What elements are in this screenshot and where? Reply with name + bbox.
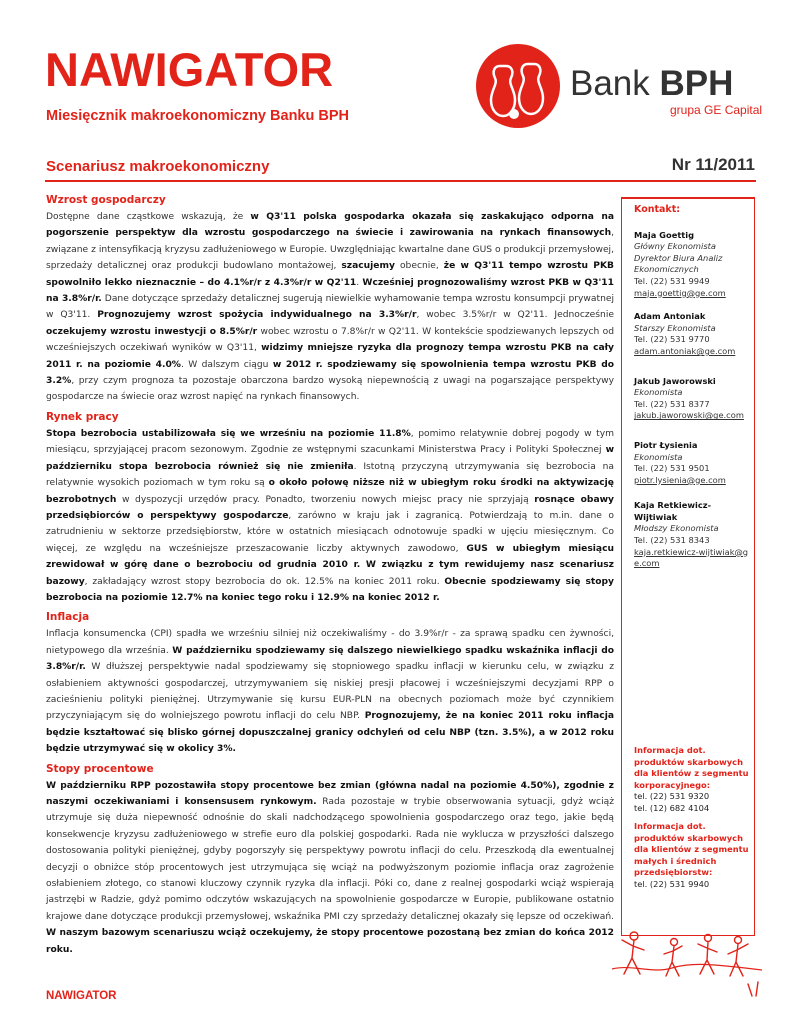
contact-card	[634, 376, 752, 422]
contact-phone: Tel. (22) 531 9501	[634, 463, 710, 474]
dancing-figures-illustration-icon	[612, 924, 762, 999]
bph-bowling-pins-logo-icon	[470, 38, 570, 133]
contact-role: Główny Ekonomista	[634, 241, 716, 252]
paragraph-rates: W październiku RPP pozostawiła stopy procentowe bez zmian (główna nadal na poziomie 4.50%), zgodnie z naszymi oczekiwaniami i konsensusem rynkowym. Rada pozostaje w trybie obserwowania sytuacji, gdyż wciąż utrzymuje się duża niepewność odnośnie do skali nadchodzącego spowolnienia gospodarczego oraz tego, jakie będą konsekwencje kryzysu zadłużeniowego w strefie euro dla polskiej gospodarki. Rada nie wyklucza w przyszłości dalszego dostosowania polityki pieniężnej, gdyby pogorszyły się perspektywy powrotu inflacji do celu. Przeszkodą dla ewentualnej decyzji o obniżce stóp procentowych jest utrzymująca się wciąż na podwyższonym poziomie inflacja oraz zagrożenie osłabieniem złotego, co stanowi kluczowy czynnik ryzyka dla inflacji. Póki co, dane z realnej gospodarki wciąż wspierają jastrzębi w Radzie, gdyż pomimo odczytów wskazujących na spowolnienie gospodarcze w Europie, publikowane ostatnio krajowe dane dotyczące produkcji przemysłowej, wskaźnika PMI czy sprzedaży detalicznej okazały się lepsze od oczekiwań. W naszym bazowym scenariuszu wciąż oczekujemy, że stopy procentowe pozostaną bez zmian do końca 2012 roku.	[46, 780, 614, 955]
contact-card	[634, 440, 752, 486]
contact-role-secondary: Dyrektor Biura Analiz Ekonomicznych	[634, 252, 723, 275]
heading-growth: Wzrost gospodarczy	[46, 194, 166, 206]
contact-phone: Tel. (22) 531 9949	[634, 275, 710, 286]
contact-name: Kaja Retkiewicz-Wijtiwiak	[634, 500, 712, 522]
bank-group: grupa GE Capital	[670, 103, 763, 117]
contact-name: Piotr Łysienia	[634, 439, 698, 450]
contact-card	[634, 500, 752, 570]
bank-name: Bank BPH	[570, 64, 734, 103]
contact-heading: Kontakt:	[634, 204, 681, 215]
contact-role: Ekonomista	[634, 451, 683, 462]
info-corporate-phone-2: tel. (12) 682 4104	[634, 802, 710, 813]
info-corporate	[634, 745, 756, 815]
contact-sidebar	[621, 197, 755, 936]
paragraph-inflation: Inflacja konsumencka (CPI) spadła we wrześniu silniej niż oczekiwaliśmy - do 3.9%r/r - za sprawą spadku cen żywności, nietypowego dla września. W październiku spodziewamy się dalszego niewielkiego spadku wskaźnika inflacji do 3.8%r/r. W dłuższej perspektywie nadal spodziewamy się stopniowego spadku inflacji w kierunku celu, w związku z osłabieniem aktywności gospodarczej, utrzymywaniem się niskiej presji płacowej i wcześniejszymi decyzjami RPP o zacieśnieniu polityki pieniężnej. Utrzymywanie się kursu EUR-PLN na obecnych poziomach może być czynnikiem przyczyniającym się do wolniejszego powrotu inflacji do celu NBP. Prognozujemy, że na koniec 2011 roku inflacja będzie kształtować się blisko górnej dopuszczalnej granicy odchyleń od celu NBP (tzn. 3.5%), a w 2012 roku będzie utrzymywać się w okolicy 3%.	[46, 629, 614, 755]
section-title: Scenariusz makroekonomiczny	[46, 158, 270, 175]
info-sme-phone: tel. (22) 531 9940	[634, 878, 710, 889]
issue-number: Nr 11/2011	[671, 155, 755, 174]
contact-role: Młodszy Ekonomista	[634, 523, 719, 534]
heading-rates: Stopy procentowe	[46, 762, 154, 775]
heading-labor: Rynek pracy	[46, 410, 119, 423]
contact-email-link[interactable]: jakub.jaworowski@ge.com	[634, 410, 744, 421]
contact-email-link[interactable]: piotr.lysienia@ge.com	[634, 474, 726, 485]
info-sme	[634, 821, 756, 891]
contact-list	[634, 204, 752, 582]
footer-label: NAWIGATOR	[46, 990, 117, 1002]
info-corporate-phone: tel. (22) 531 9320	[634, 791, 710, 802]
contact-card	[634, 311, 752, 357]
heading-inflation: Inflacja	[46, 611, 90, 624]
contact-card	[634, 230, 752, 300]
contact-name: Jakub Jaworowski	[634, 375, 716, 386]
contact-name: Adam Antoniak	[634, 311, 706, 322]
contact-email-link[interactable]: adam.antoniak@ge.com	[634, 345, 736, 356]
contact-phone: Tel. (22) 531 9770	[634, 334, 710, 345]
contact-email-link[interactable]: kaja.retkiewicz-wijtiwiak@ge.com	[634, 546, 749, 569]
newsletter-title: NAWIGATOR	[45, 43, 334, 96]
contact-email-link[interactable]: maja.goettig@ge.com	[634, 287, 726, 298]
contact-phone: Tel. (22) 531 8377	[634, 398, 710, 409]
contact-phone: Tel. (22) 531 8343	[634, 535, 710, 546]
contact-role: Ekonomista	[634, 387, 683, 398]
paragraph-growth: Dostępne dane cząstkowe wskazują, że w Q3'11 polska gospodarka okazała się zaskakująco odporna na pogorszenie perspektyw dla wzrostu gospodarczego na świecie i zawirowania na rynkach finansowych, związane z intensyfikacją kryzysu zadłużeniowego w Europie. Uwzględniając kwartalne dane GUS o produkcji przemysłowej, sprzedaży detalicznej oraz produkcji budowlano montażowej, szacujemy obecnie, że w Q3'11 tempo wzrostu PKB spowolniło lekko nieznacznie – do 4.1%r/r z 4.3%r/r w Q2'11. Wcześniej prognozowaliśmy wzrost PKB w Q3'11 na 3.8%r/r. Dane dotyczące sprzedaży detalicznej sugerują niewielkie wyhamowanie tempa wzrostu konsumpcji prywatnej w Q3'11. Prognozujemy wzrost spożycia indywidualnego na 3.3%r/r, wobec 3.5%r/r w Q2'11. Jednocześnie oczekujemy wzrostu inwestycji o 8.5%r/r wobec wzrostu o 7.8%r/r w Q2'11. W kontekście spodziewanych lepszych od wcześniejszych oczekiwań wyników w Q3'11, widzimy mniejsze ryzyka dla prognozy tempa wzrostu PKB na cały 2011 r. na poziomie 4.0%. W dalszym ciągu w 2012 r. spodziewamy się spowolnienia tempa wzrostu PKB do 3.2%, przy czym prognoza ta pozostaje obarczona bardzo wysoką niepewnością z uwagi na pogarszające perspektywy gospodarcze na świecie oraz wzrost napięć na rynkach finansowych.	[46, 212, 615, 403]
paragraph-labor: Stopa bezrobocia ustabilizowała się we wrześniu na poziomie 11.8%, pomimo relatywnie dobrej pogody w tym miesiącu, sprzyjającej pracom sezonowym. Zgodnie ze wstępnymi szacunkami Ministerstwa Pracy i Polityki Społecznej w październiku stopa bezrobocia również się nie zmieniła. Istotną przyczyną utrzymywania się bezrobocia na relatywnie wysokich poziomach w tym roku są o około połowę niższe niż w ubiegłym roku środki na aktywizację bezrobotnych w dyspozycji urzędów pracy. Ponadto, tworzeniu nowych miejsc pracy nie sprzyjają rosnące obawy przedsiębiorców o perspektywy gospodarcze, zarówno w kraju jak i zagranicą. Potwierdzają to m.in. dane o zatrudnieniu w sektorze przedsiębiorstw, które w ostatnich miesiącach odnotowuje spadki w ujęciu miesięcznym. Co więcej, ze względu na wcześniejsze przeszacowanie liczby aktywnych zawodowo, GUS w ubiegłym miesiącu zrewidował w górę dane o bezrobociu od grudnia 2010 r. W związku z tym rewidujemy nasz scenariusz bazowy, zakładający wzrost stopy bezrobocia do ok. 12.5% na koniec 2011 roku. Obecnie spodziewamy się stopy bezrobocia na poziomie 12.7% na koniec tego roku i 12.9% na koniec 2012 r.	[46, 428, 614, 603]
newsletter-subtitle: Miesięcznik makroekonomiczny Banku BPH	[46, 108, 349, 124]
info-sme-heading: Informacja dot. produktów skarbowych dla klientów z segmentu małych i średnich przedsiębiorstw:	[634, 821, 749, 878]
info-corporate-heading: Informacja dot. produktów skarbowych dla klientów z segmentu korporacyjnego:	[634, 745, 749, 790]
contact-role: Starszy Ekonomista	[634, 322, 716, 333]
main-content	[46, 192, 614, 961]
contact-name: Maja Goettig	[634, 229, 695, 240]
